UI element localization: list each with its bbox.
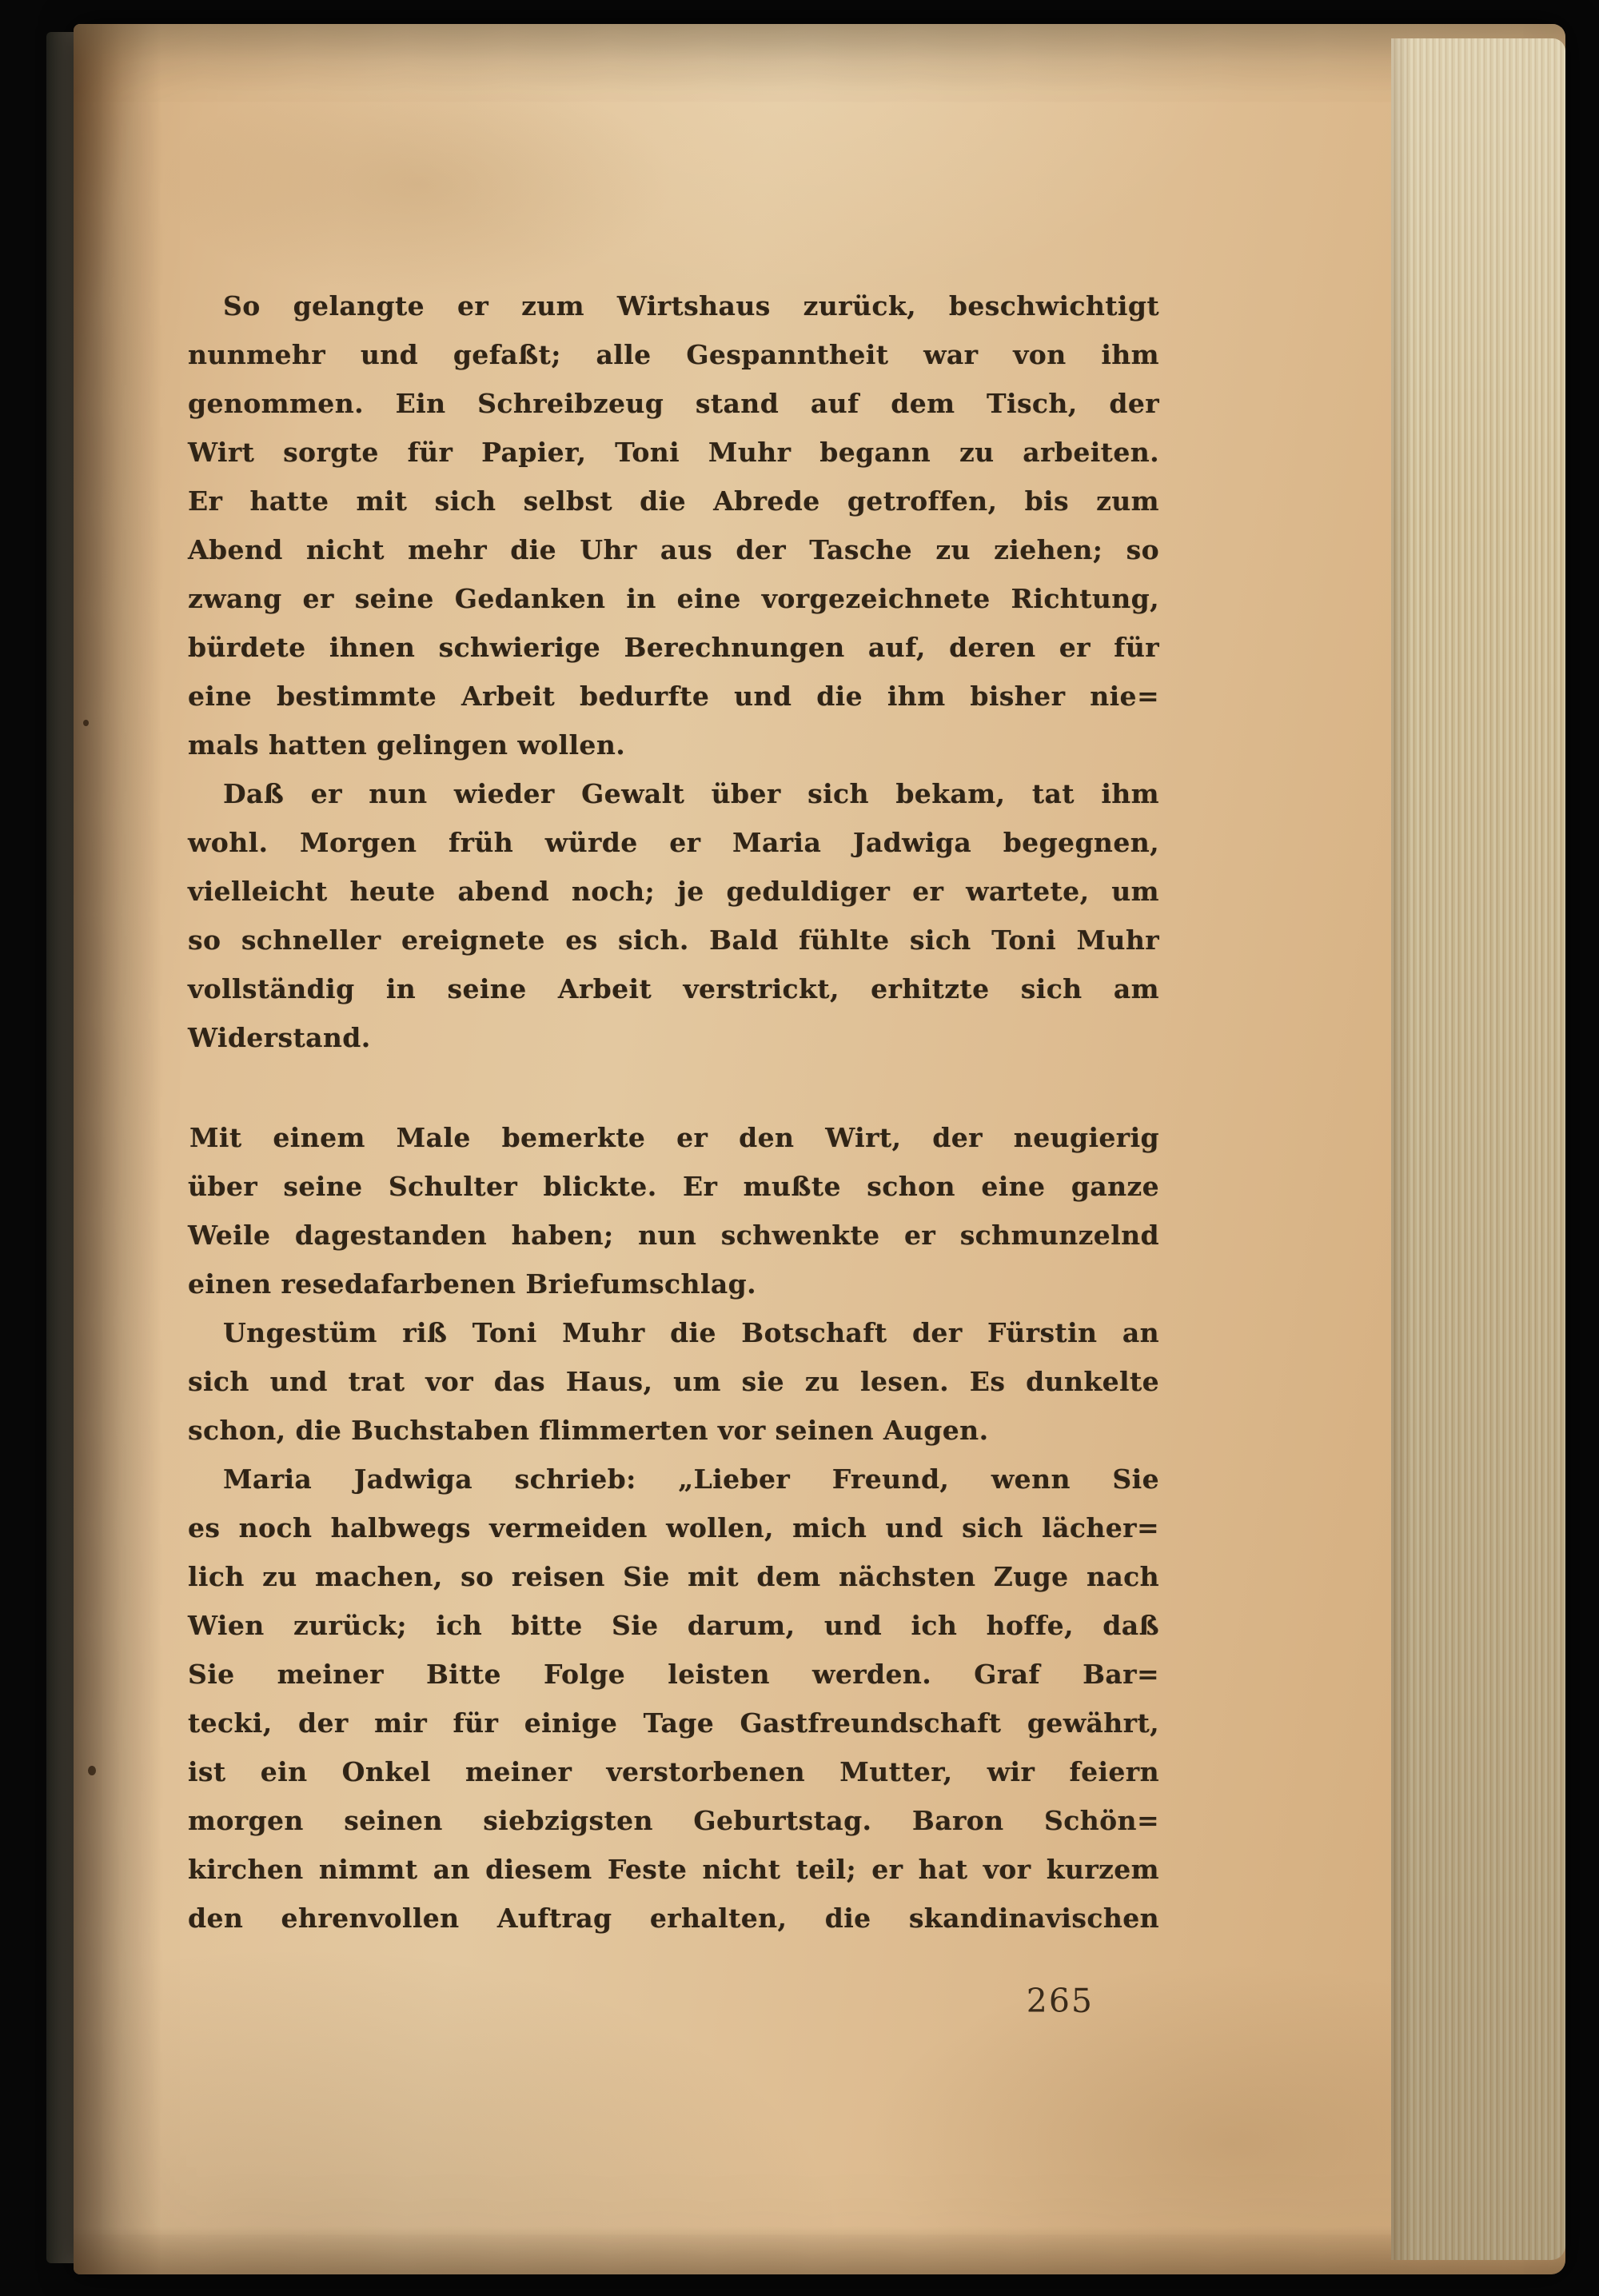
text-line: mals hatten gelingen wollen. xyxy=(188,729,626,761)
paragraph xyxy=(188,282,1159,769)
text-line: Abend nicht mehr die Uhr aus der Tasche zu ziehen; so xyxy=(188,534,1159,565)
text-line: kirchen nimmt an diesem Feste nicht teil; er hat vor kurzem xyxy=(188,1854,1159,1885)
text-line: den ehrenvollen Auftrag erhalten, die skandinavischen xyxy=(188,1903,1159,1934)
paragraph xyxy=(188,1455,1159,1943)
text-line: ist ein Onkel meiner verstorbenen Mutter, wir feiern xyxy=(188,1756,1159,1787)
text-line: eine bestimmte Arbeit bedurfte und die ihm bisher nie= xyxy=(188,681,1159,712)
text-line: Maria Jadwiga schrieb: „Lieber Freund, wenn Sie xyxy=(223,1463,1159,1495)
text-line: Mit einem Male bemerkte er den Wirt, der neugierig xyxy=(189,1122,1159,1153)
text-line: Wirt sorgte für Papier, Toni Muhr begann zu arbeiten. xyxy=(188,437,1159,468)
text-line: einen resedafarbenen Briefumschlag. xyxy=(188,1268,756,1300)
text-line: über seine Schulter blickte. Er mußte schon eine ganze xyxy=(188,1171,1159,1202)
text-line: genommen. Ein Schreibzeug stand auf dem Tisch, der xyxy=(188,388,1159,419)
text-line: tecki, der mir für einige Tage Gastfreundschaft gewährt, xyxy=(188,1707,1159,1739)
ink-speck xyxy=(88,1766,96,1775)
text-line: lich zu machen, so reisen Sie mit dem nächsten Zuge nach xyxy=(188,1561,1159,1592)
text-line: nunmehr und gefaßt; alle Gespanntheit war von ihm xyxy=(188,339,1159,370)
text-line: vollständig in seine Arbeit verstrickt, erhitzte sich am xyxy=(188,973,1159,1004)
text-line: Er hatte mit sich selbst die Abrede getroffen, bis zum xyxy=(188,485,1159,517)
text-line: So gelangte er zum Wirtshaus zurück, beschwichtigt xyxy=(223,290,1159,321)
text-line: schon, die Buchstaben flimmerten vor seinen Augen. xyxy=(188,1415,989,1446)
text-line: so schneller ereignete es sich. Bald fühlte sich Toni Muhr xyxy=(188,924,1159,956)
text-line: morgen seinen siebzigsten Geburtstag. Baron Schön= xyxy=(188,1805,1159,1836)
text-line: Wien zurück; ich bitte Sie darum, und ich hoffe, daß xyxy=(188,1610,1159,1641)
paragraph xyxy=(188,769,1159,1062)
page-number: 265 xyxy=(1026,1982,1094,2020)
text-line: Sie meiner Bitte Folge leisten werden. Graf Bar= xyxy=(188,1659,1159,1690)
text-line: zwang er seine Gedanken in eine vorgezeichnete Richtung, xyxy=(188,583,1159,614)
text-line: Ungestüm riß Toni Muhr die Botschaft der Fürstin an xyxy=(223,1317,1159,1348)
book-page xyxy=(74,24,1565,2274)
page-text xyxy=(188,282,1159,1943)
text-line: wohl. Morgen früh würde er Maria Jadwiga begegnen, xyxy=(188,827,1159,858)
paragraph xyxy=(188,1308,1159,1455)
page-stack-fore-edge xyxy=(1391,38,1565,2260)
text-line: sich und trat vor das Haus, um sie zu lesen. Es dunkelte xyxy=(188,1366,1159,1397)
page-bottom-edge-shade xyxy=(74,2226,1565,2274)
text-line: Weile dagestanden haben; nun schwenkte er schmunzelnd xyxy=(188,1220,1159,1251)
ink-speck xyxy=(83,720,89,726)
text-line: es noch halbwegs vermeiden wollen, mich und sich lächer= xyxy=(188,1512,1159,1543)
text-line: vielleicht heute abend noch; je geduldiger er wartete, um xyxy=(188,876,1159,907)
paragraph xyxy=(188,1113,1159,1308)
gutter-shadow xyxy=(74,24,161,2274)
text-line: Daß er nun wieder Gewalt über sich bekam, tat ihm xyxy=(223,778,1159,809)
page-top-edge-shade xyxy=(74,24,1565,92)
text-line: Widerstand. xyxy=(188,1022,371,1053)
text-line: bürdete ihnen schwierige Berechnungen auf, deren er für xyxy=(188,632,1159,663)
